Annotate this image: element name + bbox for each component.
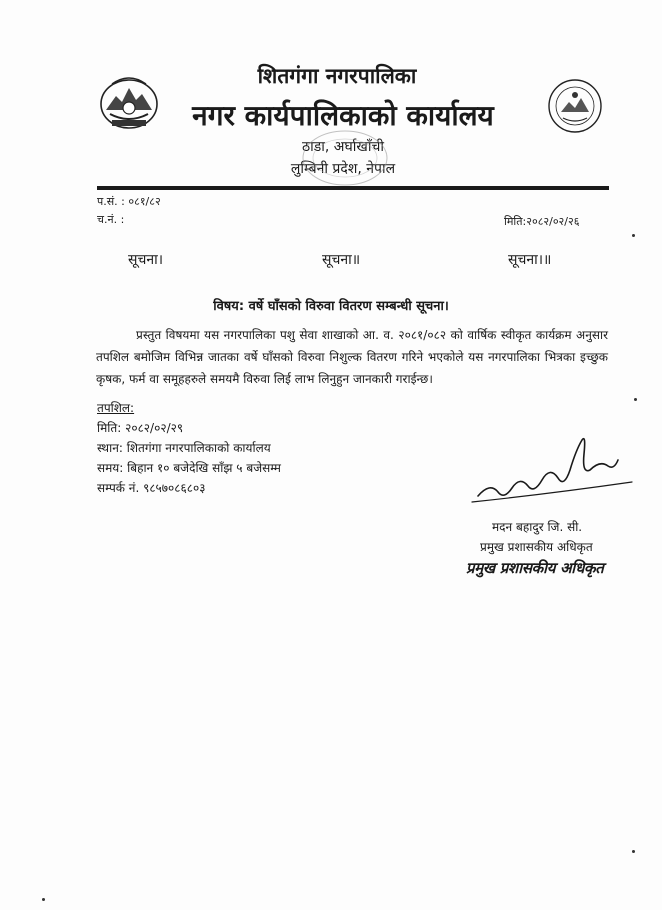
- notice-heading-1: सूचना।: [128, 252, 164, 268]
- notice-body: प्रस्तुत विषयमा यस नगरपालिका पशु सेवा शाखाको आ. व. २०८१/०८२ को वार्षिक स्वीकृत कार्यक्रम अनुसार तपशिल बमोजिम विभिन्न जातका वर्षे घाँसको विरुवा निशुल्क वितरण गरिने भएकोले यस नगरपालिका भित्रका इच्छुक कृषक, फर्म वा समूहहरुले समयमै विरुवा लिई लाभ लिनुहुन जानकारी गराईन्छ।: [96, 328, 608, 386]
- header-divider: [97, 186, 609, 190]
- notice-heading-2: सूचना॥: [322, 252, 361, 268]
- issue-date: मिति:२०८२/०२/२६: [504, 215, 580, 228]
- signatory-name: मदन बहादुर जि. सी.: [492, 520, 583, 534]
- scan-speck: [634, 398, 637, 401]
- scan-speck: [632, 234, 635, 237]
- signatory-stamp: प्रमुख प्रशासकीय अधिकृत: [466, 559, 604, 577]
- office-stamp-mark: [300, 128, 390, 188]
- details-contact: सम्पर्क नं. ९८५७०८६८०३: [97, 481, 206, 495]
- address-line-1: ठाडा, अर्घाखाँची: [302, 139, 384, 155]
- details-time: समय: बिहान १० बजेदेखि साँझ ५ बजेसम्म: [97, 461, 281, 475]
- dispatch-number: च.नं. :: [97, 213, 125, 226]
- address-line-2: लुम्बिनी प्रदेश, नेपाल: [290, 161, 396, 177]
- scan-speck: [42, 898, 45, 901]
- scan-speck: [632, 850, 635, 853]
- signatory-title: प्रमुख प्रशासकीय अधिकृत: [480, 540, 593, 554]
- details-place: स्थान: शितगंगा नगरपालिकाको कार्यालय: [97, 441, 271, 455]
- details-date: मिति: २०८२/०२/२९: [97, 421, 184, 435]
- office-name: नगर कार्यपालिकाको कार्यालय: [192, 99, 494, 132]
- notice-subject: विषय: वर्षे घाँसको विरुवा वितरण सम्बन्धी सूचना।: [213, 299, 449, 314]
- details-heading: तपशिल:: [97, 401, 135, 415]
- municipality-name: शितगंगा नगरपालिका: [257, 64, 417, 88]
- notice-heading-3: सूचना।॥: [508, 252, 552, 268]
- reference-number: प.सं. : ०८१/८२: [97, 195, 161, 208]
- handwritten-signature: [468, 430, 638, 510]
